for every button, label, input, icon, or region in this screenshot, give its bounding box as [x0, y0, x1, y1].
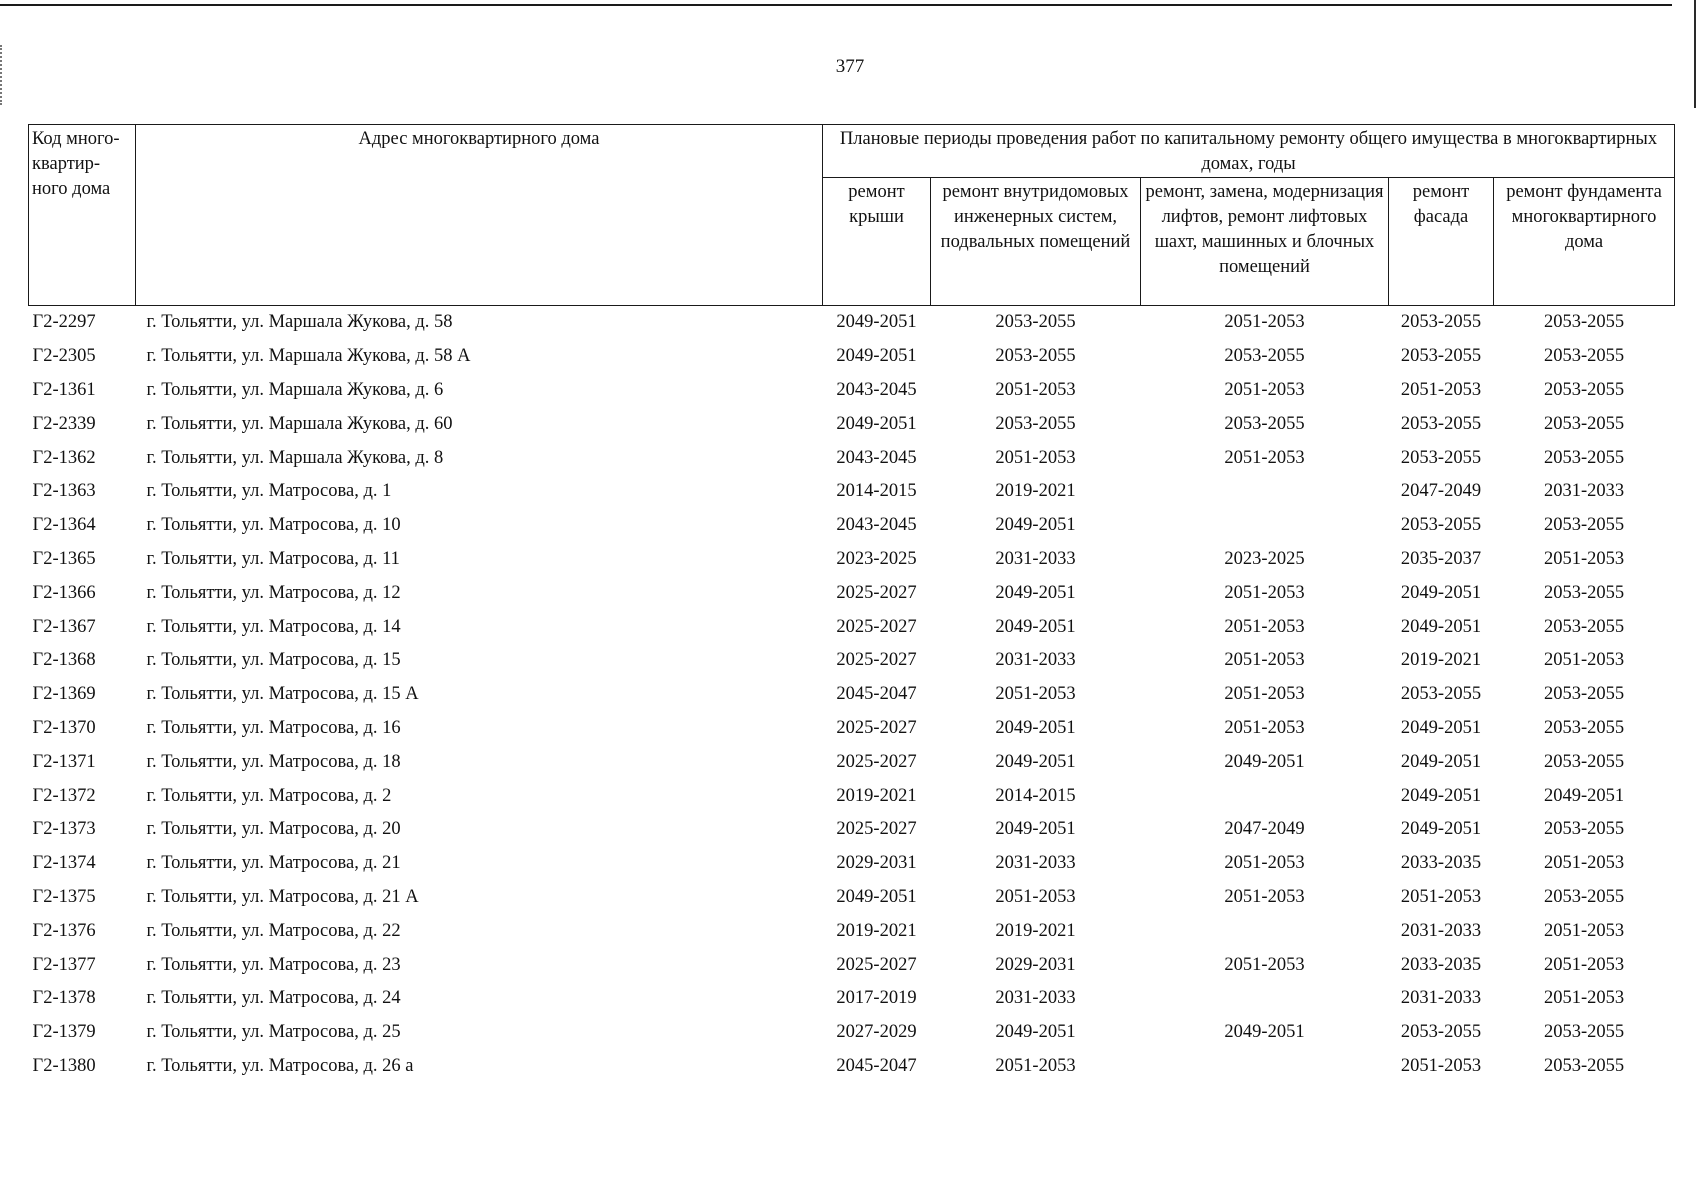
cell-roof: 2029-2031 — [836, 853, 917, 874]
cell-code: Г2-1370 — [32, 717, 96, 738]
cell-facade: 2033-2035 — [1400, 954, 1482, 975]
cell-elevators: 2051-2053 — [1224, 616, 1305, 637]
table-row — [29, 543, 1675, 577]
cell-elevators: 2051-2053 — [1224, 312, 1305, 333]
cell-elevators — [1141, 914, 1389, 948]
cell-facade: 2049-2051 — [1400, 751, 1482, 772]
cell-engineering: 2051-2053 — [995, 379, 1076, 400]
cell-address: г. Тольятти, ул. Матросова, д. 21 А — [146, 886, 419, 907]
cell-facade: 2053-2055 — [1400, 413, 1482, 434]
cell-facade: 2019-2021 — [1400, 650, 1482, 671]
cell-engineering: 2049-2051 — [995, 515, 1076, 536]
cell-engineering: 2029-2031 — [995, 954, 1076, 975]
cell-code: Г2-1363 — [32, 481, 96, 502]
cell-foundation: 2053-2055 — [1543, 684, 1625, 705]
cell-foundation: 2053-2055 — [1543, 413, 1625, 434]
cell-engineering: 2049-2051 — [995, 819, 1076, 840]
cell-foundation: 2051-2053 — [1543, 548, 1625, 569]
cell-elevators — [1141, 779, 1389, 813]
cell-code: Г2-1378 — [32, 988, 96, 1009]
cell-facade: 2031-2033 — [1400, 920, 1482, 941]
cell-elevators: 2051-2053 — [1224, 684, 1305, 705]
cell-code: Г2-1376 — [32, 920, 96, 941]
cell-elevators: 2049-2051 — [1224, 751, 1305, 772]
cell-roof: 2045-2047 — [836, 684, 917, 705]
cell-roof: 2025-2027 — [836, 582, 917, 603]
cell-foundation: 2053-2055 — [1543, 819, 1625, 840]
cell-roof: 2025-2027 — [836, 751, 917, 772]
cell-code: Г2-1366 — [32, 582, 96, 603]
cell-foundation: 2053-2055 — [1543, 751, 1625, 772]
cell-elevators: 2049-2051 — [1224, 1022, 1305, 1043]
cell-address: г. Тольятти, ул. Матросова, д. 14 — [146, 616, 401, 637]
cell-foundation: 2053-2055 — [1543, 379, 1625, 400]
cell-facade: 2051-2053 — [1400, 379, 1482, 400]
cell-elevators: 2051-2053 — [1224, 954, 1305, 975]
cell-engineering: 2049-2051 — [995, 1022, 1076, 1043]
right-border-line — [1694, 0, 1696, 108]
cell-address: г. Тольятти, ул. Матросова, д. 15 — [146, 650, 401, 671]
cell-code: Г2-1368 — [32, 650, 96, 671]
cell-roof: 2017-2019 — [836, 988, 917, 1009]
cell-roof: 2045-2047 — [836, 1055, 917, 1076]
cell-roof: 2025-2027 — [836, 819, 917, 840]
cell-engineering: 2051-2053 — [995, 447, 1076, 468]
table-row — [29, 610, 1675, 644]
cell-address: г. Тольятти, ул. Маршала Жукова, д. 58 А — [146, 346, 471, 367]
cell-facade: 2033-2035 — [1400, 853, 1482, 874]
table-row — [29, 576, 1675, 610]
cell-roof: 2019-2021 — [836, 785, 917, 806]
table-body — [29, 306, 1675, 1084]
cell-engineering: 2049-2051 — [995, 616, 1076, 637]
header-facade: ремонт фасада — [1389, 178, 1494, 306]
cell-foundation: 2053-2055 — [1543, 886, 1625, 907]
header-elevators: ремонт, замена, модернизация лифтов, ремонт лифтовых шахт, машинных и блочных помещений — [1141, 178, 1389, 306]
table-row — [29, 1016, 1675, 1050]
cell-address: г. Тольятти, ул. Матросова, д. 11 — [146, 548, 400, 569]
cell-address: г. Тольятти, ул. Матросова, д. 15 А — [146, 684, 419, 705]
table-row — [29, 441, 1675, 475]
cell-engineering: 2014-2015 — [995, 785, 1076, 806]
table-row — [29, 847, 1675, 881]
cell-roof: 2043-2045 — [836, 515, 917, 536]
cell-address: г. Тольятти, ул. Маршала Жукова, д. 60 — [146, 413, 453, 434]
cell-foundation: 2053-2055 — [1543, 515, 1625, 536]
cell-code: Г2-1379 — [32, 1022, 96, 1043]
cell-facade: 2051-2053 — [1400, 886, 1482, 907]
cell-address: г. Тольятти, ул. Матросова, д. 23 — [146, 954, 401, 975]
cell-roof: 2025-2027 — [836, 954, 917, 975]
cell-elevators — [1141, 509, 1389, 543]
cell-elevators — [1141, 982, 1389, 1016]
cell-foundation: 2053-2055 — [1543, 717, 1625, 738]
cell-roof: 2049-2051 — [836, 886, 917, 907]
cell-elevators: 2053-2055 — [1224, 346, 1305, 367]
cell-code: Г2-1377 — [32, 954, 96, 975]
cell-code: Г2-1374 — [32, 853, 96, 874]
header-roof: ремонт крыши — [823, 178, 931, 306]
cell-address: г. Тольятти, ул. Маршала Жукова, д. 6 — [146, 379, 444, 400]
cell-code: Г2-1367 — [32, 616, 96, 637]
cell-address: г. Тольятти, ул. Маршала Жукова, д. 58 — [146, 312, 453, 333]
cell-foundation: 2053-2055 — [1543, 447, 1625, 468]
table-row — [29, 813, 1675, 847]
cell-code: Г2-1362 — [32, 447, 96, 468]
cell-address: г. Тольятти, ул. Матросова, д. 24 — [146, 988, 401, 1009]
header-address: Адрес многоквартирного дома — [136, 125, 823, 306]
table-row — [29, 914, 1675, 948]
cell-elevators: 2051-2053 — [1224, 886, 1305, 907]
cell-foundation: 2031-2033 — [1543, 481, 1625, 502]
cell-roof: 2025-2027 — [836, 650, 917, 671]
cell-code: Г2-1371 — [32, 751, 96, 772]
table-row — [29, 948, 1675, 982]
cell-address: г. Тольятти, ул. Матросова, д. 2 — [146, 785, 392, 806]
cell-engineering: 2019-2021 — [995, 481, 1076, 502]
cell-roof: 2025-2027 — [836, 717, 917, 738]
cell-elevators: 2047-2049 — [1224, 819, 1305, 840]
cell-facade: 2035-2037 — [1400, 548, 1482, 569]
page-number: 377 — [835, 56, 865, 77]
cell-address: г. Тольятти, ул. Маршала Жукова, д. 8 — [146, 447, 444, 468]
cell-foundation: 2051-2053 — [1543, 853, 1625, 874]
table-row — [29, 678, 1675, 712]
cell-engineering: 2049-2051 — [995, 751, 1076, 772]
table-row — [29, 982, 1675, 1016]
cell-code: Г2-2305 — [32, 346, 96, 367]
cell-code: Г2-1365 — [32, 548, 96, 569]
cell-address: г. Тольятти, ул. Матросова, д. 1 — [146, 481, 392, 502]
header-engineering: ремонт внутридомовых инженерных систем, подвальных помещений — [931, 178, 1141, 306]
cell-address: г. Тольятти, ул. Матросова, д. 16 — [146, 717, 401, 738]
cell-code: Г2-1373 — [32, 819, 96, 840]
cell-engineering: 2031-2033 — [995, 548, 1076, 569]
table-row — [29, 779, 1675, 813]
cell-code: Г2-1372 — [32, 785, 96, 806]
cell-elevators: 2051-2053 — [1224, 853, 1305, 874]
cell-facade: 2047-2049 — [1400, 481, 1482, 502]
header-code: Код много-квартир-ного дома — [29, 125, 136, 306]
cell-foundation: 2049-2051 — [1543, 785, 1625, 806]
cell-facade: 2053-2055 — [1400, 346, 1482, 367]
table-header — [29, 125, 1675, 306]
cell-address: г. Тольятти, ул. Матросова, д. 21 — [146, 853, 401, 874]
cell-engineering: 2049-2051 — [995, 582, 1076, 603]
table-row — [29, 745, 1675, 779]
cell-foundation: 2051-2053 — [1543, 954, 1625, 975]
cell-facade: 2053-2055 — [1400, 1022, 1482, 1043]
cell-roof: 2023-2025 — [836, 548, 917, 569]
table-row — [29, 509, 1675, 543]
cell-code: Г2-1375 — [32, 886, 96, 907]
cell-elevators: 2051-2053 — [1224, 379, 1305, 400]
cell-engineering: 2051-2053 — [995, 1055, 1076, 1076]
cell-engineering: 2031-2033 — [995, 650, 1076, 671]
cell-foundation: 2053-2055 — [1543, 346, 1625, 367]
cell-roof: 2049-2051 — [836, 413, 917, 434]
cell-facade: 2051-2053 — [1400, 1055, 1482, 1076]
cell-roof: 2025-2027 — [836, 616, 917, 637]
cell-address: г. Тольятти, ул. Матросова, д. 22 — [146, 920, 401, 941]
repair-schedule-table — [28, 124, 1675, 1083]
cell-engineering: 2049-2051 — [995, 717, 1076, 738]
cell-facade: 2053-2055 — [1400, 447, 1482, 468]
top-border-line — [0, 4, 1672, 6]
cell-facade: 2049-2051 — [1400, 819, 1482, 840]
table-row — [29, 644, 1675, 678]
cell-engineering: 2051-2053 — [995, 684, 1076, 705]
cell-foundation: 2051-2053 — [1543, 988, 1625, 1009]
cell-engineering: 2031-2033 — [995, 853, 1076, 874]
cell-elevators — [1141, 1050, 1389, 1084]
cell-address: г. Тольятти, ул. Матросова, д. 25 — [146, 1022, 401, 1043]
cell-foundation: 2053-2055 — [1543, 616, 1625, 637]
table-row — [29, 340, 1675, 374]
cell-facade: 2031-2033 — [1400, 988, 1482, 1009]
cell-engineering: 2051-2053 — [995, 886, 1076, 907]
cell-elevators: 2051-2053 — [1224, 582, 1305, 603]
cell-facade: 2049-2051 — [1400, 582, 1482, 603]
cell-code: Г2-1364 — [32, 515, 96, 536]
cell-foundation: 2051-2053 — [1543, 920, 1625, 941]
cell-elevators: 2051-2053 — [1224, 447, 1305, 468]
cell-roof: 2043-2045 — [836, 379, 917, 400]
cell-roof: 2049-2051 — [836, 346, 917, 367]
cell-facade: 2049-2051 — [1400, 616, 1482, 637]
cell-roof: 2027-2029 — [836, 1022, 917, 1043]
cell-address: г. Тольятти, ул. Матросова, д. 20 — [146, 819, 401, 840]
cell-roof: 2049-2051 — [836, 312, 917, 333]
table-row — [29, 306, 1675, 340]
cell-foundation: 2053-2055 — [1543, 1055, 1625, 1076]
cell-elevators — [1141, 475, 1389, 509]
table-row — [29, 881, 1675, 915]
cell-engineering: 2019-2021 — [995, 920, 1076, 941]
cell-engineering: 2031-2033 — [995, 988, 1076, 1009]
cell-address: г. Тольятти, ул. Матросова, д. 18 — [146, 751, 401, 772]
cell-code: Г2-1369 — [32, 684, 96, 705]
cell-foundation: 2053-2055 — [1543, 1022, 1625, 1043]
cell-code: Г2-2339 — [32, 413, 96, 434]
table-row — [29, 712, 1675, 746]
cell-foundation: 2053-2055 — [1543, 312, 1625, 333]
scan-edge-marks — [0, 45, 7, 105]
cell-facade: 2053-2055 — [1400, 515, 1482, 536]
cell-code: Г2-2297 — [32, 312, 96, 333]
cell-address: г. Тольятти, ул. Матросова, д. 10 — [146, 515, 401, 536]
table-row — [29, 407, 1675, 441]
header-planned-periods: Плановые периоды проведения работ по капитальному ремонту общего имущества в многоквартирных домах, годы — [823, 125, 1675, 178]
cell-elevators: 2051-2053 — [1224, 650, 1305, 671]
cell-facade: 2053-2055 — [1400, 684, 1482, 705]
cell-roof: 2043-2045 — [836, 447, 917, 468]
cell-elevators: 2051-2053 — [1224, 717, 1305, 738]
cell-roof: 2014-2015 — [836, 481, 917, 502]
cell-engineering: 2053-2055 — [995, 312, 1076, 333]
table-row — [29, 475, 1675, 509]
table-row — [29, 1050, 1675, 1084]
cell-foundation: 2051-2053 — [1543, 650, 1625, 671]
cell-engineering: 2053-2055 — [995, 346, 1076, 367]
cell-elevators: 2053-2055 — [1224, 413, 1305, 434]
cell-code: Г2-1361 — [32, 379, 96, 400]
cell-facade: 2049-2051 — [1400, 785, 1482, 806]
cell-code: Г2-1380 — [32, 1055, 96, 1076]
cell-facade: 2053-2055 — [1400, 312, 1482, 333]
cell-address: г. Тольятти, ул. Матросова, д. 26 а — [146, 1055, 414, 1076]
cell-engineering: 2053-2055 — [995, 413, 1076, 434]
table-row — [29, 374, 1675, 408]
cell-address: г. Тольятти, ул. Матросова, д. 12 — [146, 582, 401, 603]
cell-foundation: 2053-2055 — [1543, 582, 1625, 603]
cell-roof: 2019-2021 — [836, 920, 917, 941]
cell-facade: 2049-2051 — [1400, 717, 1482, 738]
header-foundation: ремонт фундамента многоквартирного дома — [1494, 178, 1675, 306]
cell-elevators: 2023-2025 — [1224, 548, 1305, 569]
